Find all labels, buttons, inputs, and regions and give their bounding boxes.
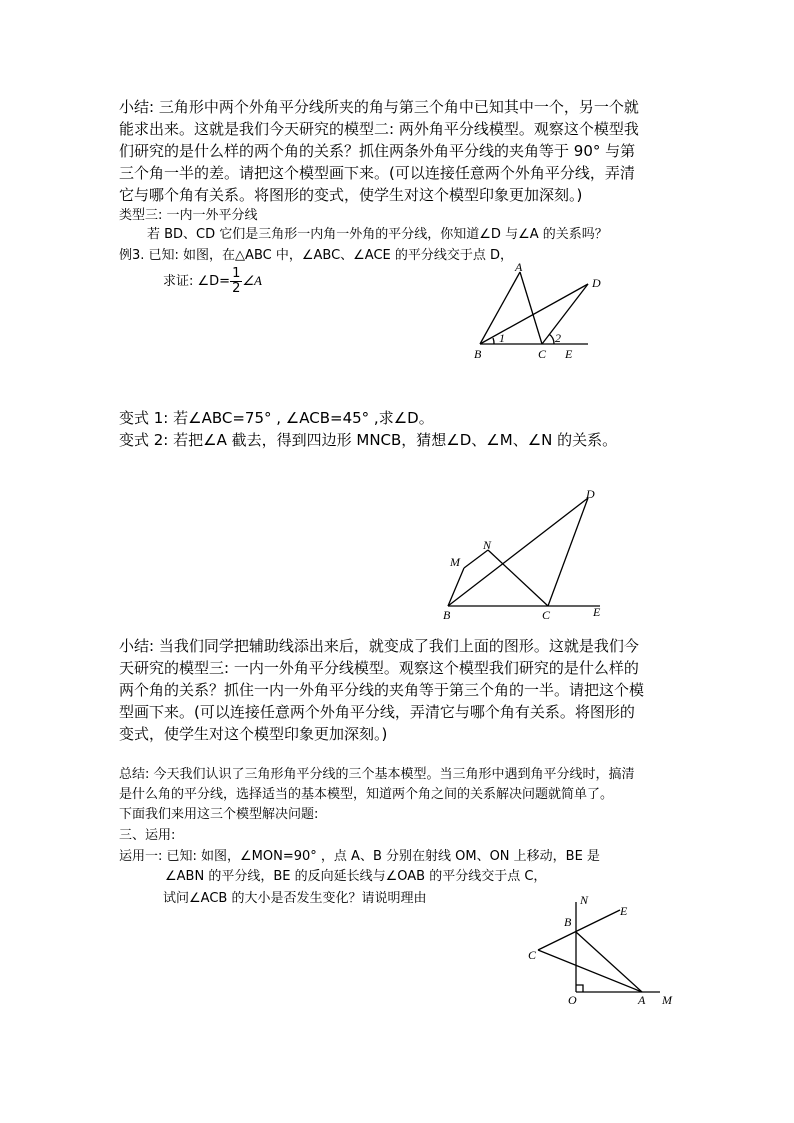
fig1-label-d: D: [592, 276, 601, 290]
summary1-line-2: 能求出来。这就是我们今天研究的模型二: 两外角平分线模型。观察这个模型我: [119, 120, 639, 138]
fig3-label-b: B: [564, 915, 572, 929]
fig3-label-a: A: [638, 993, 646, 1007]
fraction-numerator: 1: [232, 266, 241, 281]
fig1-label-c: C: [538, 347, 547, 361]
fig2-label-n: N: [483, 538, 492, 552]
example3-statement: 例3. 已知: 如图，在△ABC 中，∠ABC、∠ACE 的平分线交于点 D，: [119, 248, 514, 263]
conclusion-line-1: 总结: 今天我们认识了三角形角平分线的三个基本模型。当三角形中遇到角平分线时，搞清: [119, 767, 635, 782]
fig3-label-c: C: [528, 948, 537, 962]
fig3-label-o: O: [568, 993, 577, 1007]
section3-title: 三、运用:: [119, 828, 176, 843]
fig1-label-angle-2: 2: [555, 331, 561, 345]
fig1-label-e: E: [565, 347, 573, 361]
application1-line-2: ∠ABN 的平分线，BE 的反向延长线与∠OAB 的平分线交于点 C，: [165, 869, 547, 884]
summary2-line-1: 小结: 当我们同学把辅助线添出来后，就变成了我们上面的图形。这就是我们今: [119, 637, 639, 655]
summary1-line-1: 小结: 三角形中两个外角平分线所夹的角与第三个角中已知其中一个，另一个就: [119, 98, 639, 116]
summary2-line-3: 两个角的关系？抓住一内一外角平分线的夹角等于第三个角的一半。请把这个模: [119, 681, 645, 699]
variant-2: 变式 2: 若把∠A 截去，得到四边形 MNCB，猜想∠D、∠M、∠N 的关系。: [119, 431, 618, 449]
fig1-label-angle-1: 1: [499, 331, 505, 345]
type3-title: 类型三: 一内一外平分线: [119, 208, 258, 223]
summary1-line-4: 三个角一半的差。请把这个模型画下来。(可以连接任意两个外角平分线，弄清: [119, 164, 635, 182]
summary2-line-4: 型画下来。(可以连接任意两个外角平分线，弄清它与哪个角有关系。将图形的: [119, 703, 635, 721]
prove-fraction: [230, 267, 242, 296]
figure-triangle-abc-bisectors: [470, 258, 610, 368]
figure-quadrilateral-mncb: [438, 484, 618, 624]
conclusion-line-2: 是什么角的平分线，选择适当的基本模型，知道两个角之间的关系解决问题就简单了。: [119, 787, 614, 802]
summary1-line-3: 们研究的是什么样的两个角的关系？抓住两条外角平分线的夹角等于 90° 与第: [119, 142, 636, 160]
fig3-label-m: M: [662, 993, 672, 1007]
conclusion-line-3: 下面我们来用这三个模型解决问题:: [119, 807, 319, 822]
type3-question: 若 BD、CD 它们是三角形一内角一外角的平分线，你知道∠D 与∠A 的关系吗？: [147, 227, 608, 242]
summary2-line-2: 天研究的模型三: 一内一外角平分线模型。观察这个模型我们研究的是什么样的: [119, 659, 639, 677]
fraction-denominator: 2: [232, 281, 241, 296]
fig2-label-e: E: [593, 605, 601, 619]
fig2-label-c: C: [542, 608, 551, 622]
application1-line-3: 试问∠ACB 的大小是否发生变化？请说明理由: [163, 891, 427, 906]
summary2-line-5: 变式，使学生对这个模型印象更加深刻。): [119, 725, 388, 743]
prove-prefix: 求证: ∠D=: [163, 274, 231, 289]
prove-suffix: ∠A: [242, 273, 262, 288]
fig2-label-m: M: [450, 555, 460, 569]
summary1-line-5: 它与哪个角有关系。将图形的变式，使学生对这个模型印象更加深刻。): [119, 186, 583, 204]
application1-line-1: 运用一: 已知: 如图，∠MON=90° ，点 A、B 分别在射线 OM、ON 上移动，BE 是: [119, 849, 600, 864]
fig2-label-d: D: [586, 487, 595, 501]
variant-1: 变式 1: 若∠ABC=75° , ∠ACB=45° ,求∠D。: [119, 409, 434, 427]
fig1-label-a: A: [515, 260, 523, 274]
fig2-label-b: B: [443, 608, 451, 622]
fig3-label-n: N: [580, 893, 589, 907]
fig3-label-e: E: [620, 904, 628, 918]
example3-prove: [163, 266, 363, 297]
fig1-label-b: B: [474, 347, 482, 361]
figure-angle-mon: [520, 892, 690, 1012]
